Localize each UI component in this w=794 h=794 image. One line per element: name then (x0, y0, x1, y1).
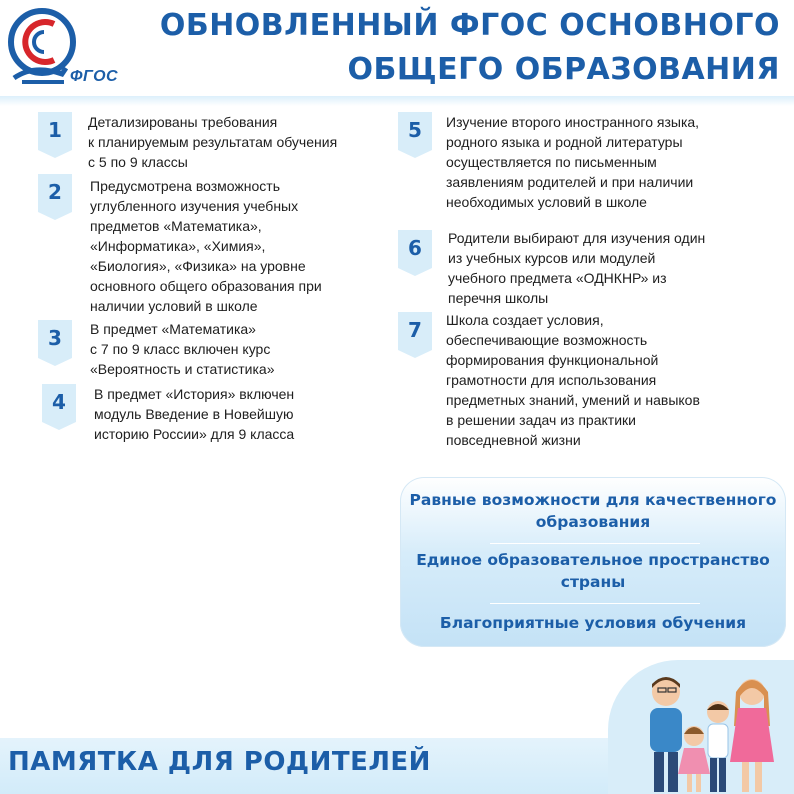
number-badge-label: 4 (52, 390, 66, 414)
number-badge (398, 112, 436, 156)
footer-title: ПАМЯТКА ДЛЯ РОДИТЕЛЕЙ (8, 747, 431, 777)
number-badge-label: 3 (48, 326, 62, 350)
page-title (80, 4, 780, 92)
item-text: В предмет «История» включен модуль Введение в Новейшую историю России» для 9 класса (94, 386, 295, 442)
number-badge-label: 7 (408, 318, 422, 342)
number-badge (38, 174, 76, 218)
benefit-unified-space: Единое образовательное пространство страны (416, 551, 770, 591)
number-badge (398, 312, 436, 356)
page-title-line1: ОБНОВЛЕННЫЙ ФГОС ОСНОВНОГО (159, 8, 780, 43)
item-text: Изучение второго иностранного языка, родного языка и родной литературы осуществляется по письменным заявлениям родителей и при наличии необходимых условий в школе (446, 114, 700, 210)
page-title-line2: ОБЩЕГО ОБРАЗОВАНИЯ (347, 52, 780, 87)
number-badge (398, 230, 436, 274)
family-illustration-icon (618, 670, 788, 794)
number-badge-label: 6 (408, 236, 422, 260)
header (0, 0, 794, 96)
item-text: В предмет «Математика» с 7 по 9 класс включен курс «Вероятность и статистика» (90, 321, 275, 377)
number-badge-label: 2 (48, 180, 62, 204)
logo-text: ФГОС (70, 68, 119, 85)
number-badge (38, 320, 76, 364)
divider (490, 603, 700, 604)
number-badge (38, 112, 76, 156)
item-text: Школа создает условия, обеспечивающие возможность формирования функциональной грамотности для использования предметных знаний, умений и навыков в решении задач из практики повседневной жизни (446, 312, 700, 448)
benefits-box (400, 477, 786, 647)
number-badge-label: 5 (408, 118, 422, 142)
benefit-favorable-conditions: Благоприятные условия обучения (439, 614, 747, 632)
item-text: Предусмотрена возможность углубленного изучения учебных предметов «Математика», «Информатика», «Химия», «Биология», «Физика» на уровне основного общего образования при наличии условий в школе (90, 178, 322, 314)
number-badge (42, 384, 80, 428)
number-badge-label: 1 (48, 118, 62, 142)
benefit-equal-opportunities: Равные возможности для качественного образования (409, 491, 777, 531)
item-text: Родители выбирают для изучения один из учебных курсов или модулей учебного предмета «ОДНКНР» из перечня школы (448, 230, 706, 306)
divider (490, 543, 700, 544)
item-text: Детализированы требования к планируемым результатам обучения с 5 по 9 классы (88, 114, 338, 170)
